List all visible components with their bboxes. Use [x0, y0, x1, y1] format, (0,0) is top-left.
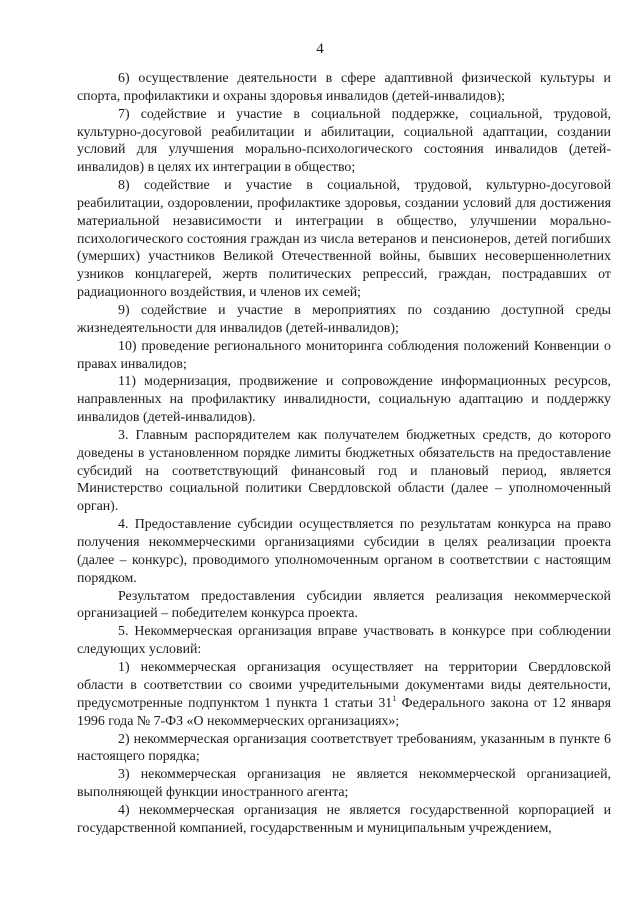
document-body [77, 70, 611, 838]
superscript-mark: 1 [392, 693, 397, 703]
paragraph-clause-4: 4. Предоставление субсидии осуществляется по результатам конкурса на право получения некоммерческими организациями субсидии в целях реализации проекта (далее – конкурс), проводимого уполномоченным органом в соответствии с настоящим порядком. [77, 517, 611, 586]
paragraph-condition-3: 3) некоммерческая организация не является некоммерческой организацией, выполняющей функции иностранного агента; [77, 767, 611, 801]
paragraph-subsidy-result: Результатом предоставления субсидии является реализация некоммерческой организацией – победителем конкурса проекта. [77, 588, 611, 622]
paragraph-item-7: 7) содействие и участие в социальной поддержке, социальной, трудовой, культурно-досуговой реабилитации и абилитации, социальной адаптации, создании условий для улучшения морально-психологического состояния инвалидов (детей-инвалидов) в целях их интеграции в общество; [77, 106, 611, 176]
page-number: 4 [316, 41, 324, 57]
paragraph-item-6: 6) осуществление деятельности в сфере адаптивной физической культуры и спорта, профилактики и охраны здоровья инвалидов (детей-инвалидов); [77, 71, 611, 104]
condition-1-text-start: 1) некоммерческая организация осуществляет на территории Свердловской области в соответствии со своими учредительными документами виды деятельности, предусмотренные подпунктом 1 пункта 1 статьи 31 [77, 660, 611, 711]
paragraph-item-11: 11) модернизация, продвижение и сопровождение информационных ресурсов, направленных на профилактику инвалидности, социальную адаптацию и поддержку инвалидов (детей-инвалидов). [77, 374, 611, 426]
paragraph-item-10: 10) проведение регионального мониторинга соблюдения положений Конвенции о правах инвалидов; [77, 338, 611, 372]
condition-1-text-end: Федерального закона от 12 января 1996 года № 7-ФЗ «О некоммерческих организациях»; [77, 695, 611, 729]
paragraph-item-9: 9) содействие и участие в мероприятиях по созданию доступной среды жизнедеятельности для инвалидов (детей-инвалидов); [77, 302, 611, 336]
paragraph-clause-5: 5. Некоммерческая организация вправе участвовать в конкурсе при соблюдении следующих условий: [77, 624, 611, 658]
paragraph-clause-3: 3. Главным распорядителем как получателем бюджетных средств, до которого доведены в установленном порядке лимиты бюджетных обязательств на предоставление субсидий на соответствующий финансовый год и плановый период, является Министерство социальной политики Свердловской области (далее – уполномоченный орган). [77, 428, 611, 515]
paragraph-item-8: 8) содействие и участие в социальной, трудовой, культурно-досуговой реабилитации, оздоровлении, профилактике здоровья, создании условий для достижения материальной независимости и интеграции в общество, улучшении морально-психологического состояния граждан из числа ветеранов и пенсионеров, детей погибших (умерших) участников Великой Отечественной войны, бывших несовершеннолетних узников концлагерей, жертв политических репрессий, граждан, пострадавших от радиационного воздействия, и членов их семей; [77, 178, 611, 300]
paragraph-condition-1 [77, 659, 611, 730]
paragraph-condition-4: 4) некоммерческая организация не является государственной корпорацией и государственной компанией, государственным и муниципальным учреждением, [77, 803, 611, 836]
paragraph-condition-2: 2) некоммерческая организация соответствует требованиям, указанным в пункте 6 настоящего порядка; [77, 731, 611, 765]
